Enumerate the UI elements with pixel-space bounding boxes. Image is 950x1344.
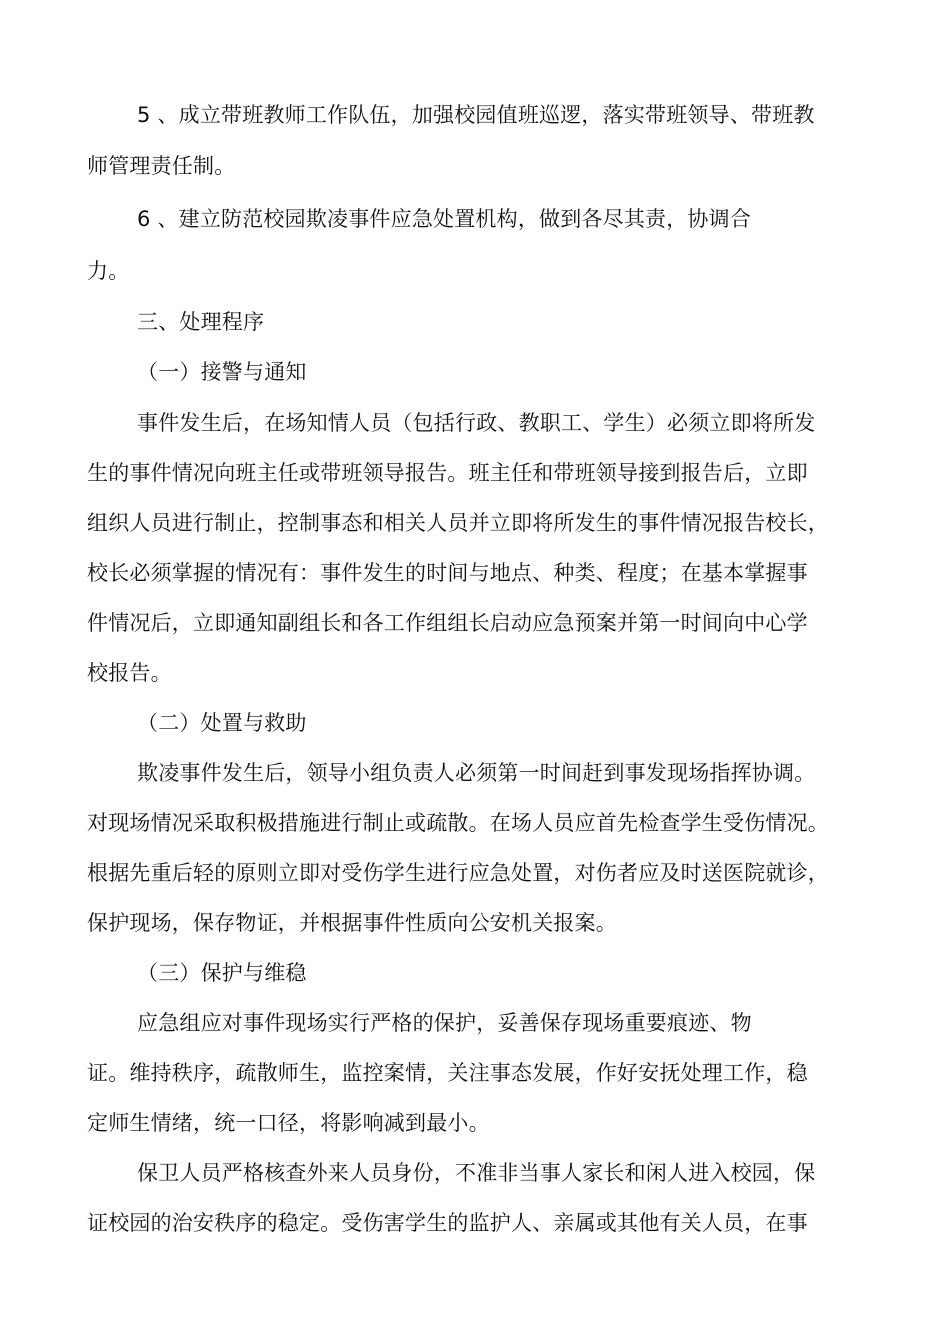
text-line: 应急组应对事件现场实行严格的保护，妥善保存现场重要痕迹、物 <box>137 1011 752 1035</box>
text-line: 件情况后，立即通知副组长和各工作组组长启动应急预案并第一时间向中心学 <box>87 611 808 635</box>
text-line: 保护现场，保存物证，并根据事件性质向公安机关报案。 <box>87 911 617 935</box>
subsection-heading: （一）接警与通知 <box>137 360 307 384</box>
text-line: 6 、建立防范校园欺凌事件应急处置机构，做到各尽其责，协调合 <box>137 207 752 231</box>
text-line: 事件发生后，在场知情人员（包括行政、教职工、学生）必须立即将所发 <box>137 411 816 435</box>
text-line: 根据先重后轻的原则立即对受伤学生进行应急处置，对伤者应及时送医院就诊， <box>87 861 829 885</box>
text-line: 5 、成立带班教师工作队伍，加强校园值班巡逻，落实带班领导、带班教 <box>137 103 815 127</box>
text-line: 组织人员进行制止，控制事态和相关人员并立即将所发生的事件情况报告校长， <box>87 511 829 535</box>
section-heading: 三、处理程序 <box>137 310 265 334</box>
text-line: 证校园的治安秩序的稳定。受伤害学生的监护人、亲属或其他有关人员，在事 <box>87 1211 808 1235</box>
subsection-heading: （二）处置与救助 <box>137 711 307 735</box>
text-line: 力。 <box>87 259 130 283</box>
text-line: 证。维持秩序，疏散师生，监控案情，关注事态发展，作好安抚处理工作，稳 <box>87 1061 808 1085</box>
text-line: 定师生情绪，统一口径，将影响减到最小。 <box>87 1111 490 1135</box>
text-line: 校报告。 <box>87 661 172 685</box>
text-line: 对现场情况采取积极措施进行制止或疏散。在场人员应首先检查学生受伤情况。 <box>87 811 829 835</box>
subsection-heading: （三）保护与维稳 <box>137 961 307 985</box>
text-line: 生的事件情况向班主任或带班领导报告。班主任和带班领导接到报告后，立即 <box>87 461 808 485</box>
text-line: 欺凌事件发生后，领导小组负责人必须第一时间赶到事发现场指挥协调。 <box>137 761 816 785</box>
text-line: 校长必须掌握的情况有：事件发生的时间与地点、种类、程度；在基本掌握事 <box>87 561 808 585</box>
text-line: 保卫人员严格核查外来人员身份，不准非当事人家长和闲人进入校园，保 <box>137 1161 816 1185</box>
text-line: 师管理责任制。 <box>87 154 236 178</box>
